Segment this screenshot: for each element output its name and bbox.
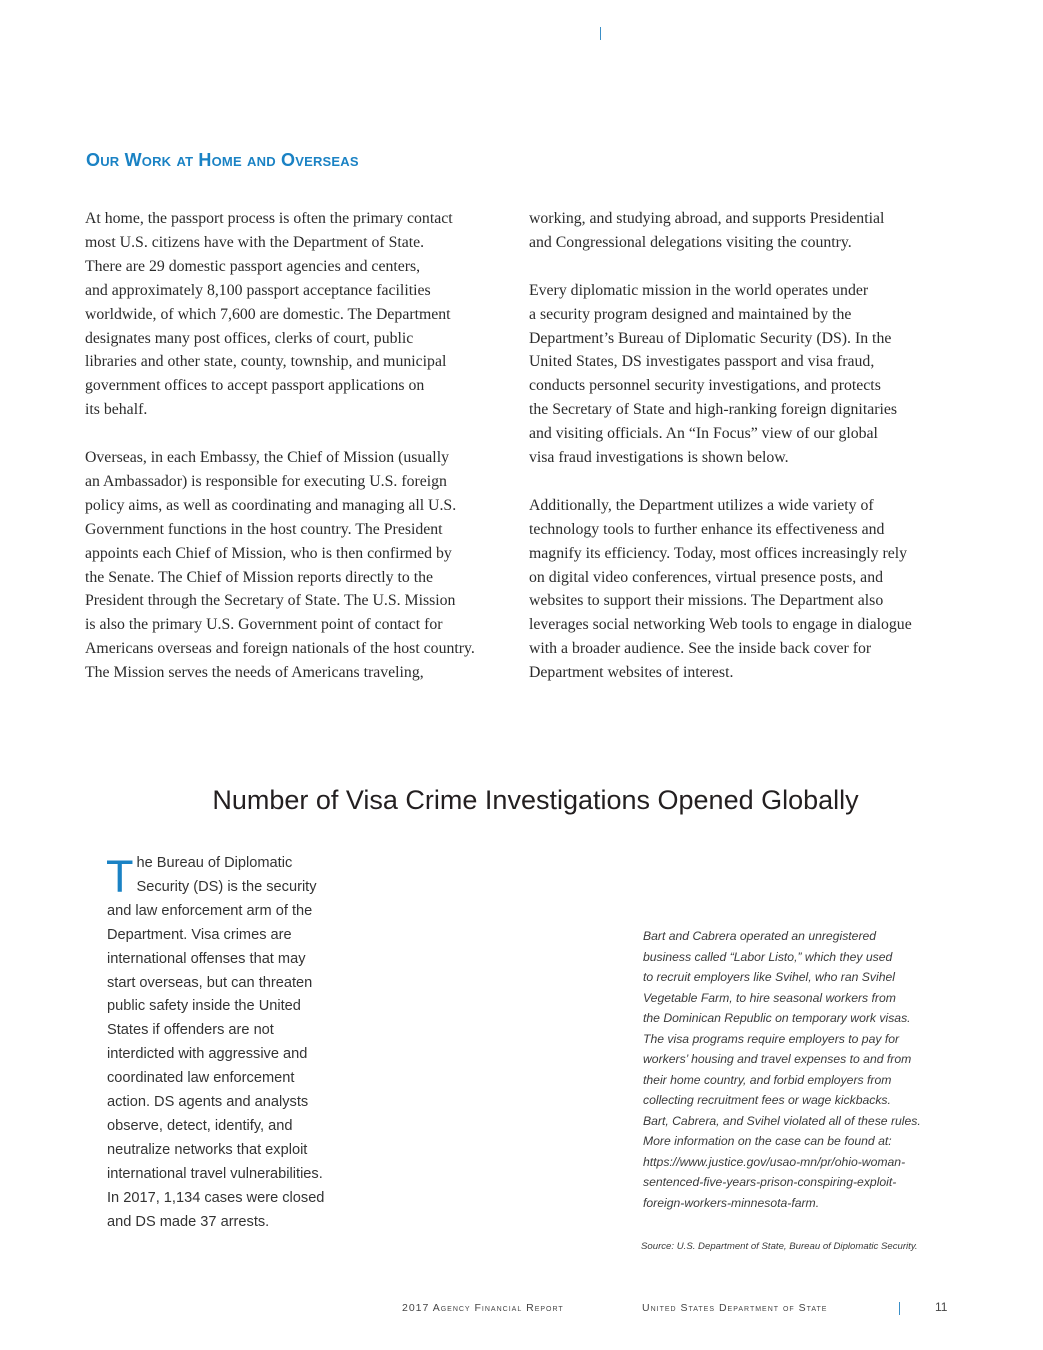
body-column-left [85,207,525,709]
page-number: 11 [935,1300,948,1314]
case-note: Bart and Cabrera operated an unregistered business called “Labor Listo,” which they used to recruit employers like Svihel, who ran Svihel Vegetable Farm, to hire seasonal workers from the Dominican Republic on temporary work visas. The visa programs require employers to pay for workers’ housing and travel expenses to and from their home country, and forbid employers from collecting recruitment fees or wage kickbacks. Bart, Cabrera, and Svihel violated all of these rules. More information on the case can be found at: https://www.justice.gov/usao-mn/pr/ohio-woman- sentenced-five-years-prison-conspiring-exploit- foreign-workers-minnesota-farm. [643,929,921,1210]
source-note: Source: U.S. Department of State, Bureau of Diplomatic Security. [641,1241,918,1252]
paragraph: Additionally, the Department utilizes a wide variety of technology tools to further enhance its effectiveness and magnify its efficiency. Today, most offices increasingly rely on digital video conferences, virtual presence posts, and websites to support their missions. The Department also leverages social networking Web tools to engage in dialogue with a broader audience. See the inside back cover for Department websites of interest. [529,496,912,682]
drop-cap: T [106,851,134,902]
paragraph: Every diplomatic mission in the world operates under a security program designed and maintained by the Department’s Bureau of Diplomatic Security (DS). In the United States, DS investigates passport and visa fraud, conducts personnel security investigations, and protects the Secretary of State and high-ranking foreign dignitaries and visiting officials. An “In Focus” view of our global visa fraud investigations is shown below. [529,281,898,467]
infocus-intro [107,852,357,1235]
paragraph: Overseas, in each Embassy, the Chief of Mission (usually an Ambassador) is responsible for executing U.S. foreign policy aims, as well as coordinating and managing all U.S. Government functions in the host country. The President appoints each Chief of Mission, who is then confirmed by the Senate. The Chief of Mission reports directly to the President through the Secretary of State. The U.S. Mission is also the primary U.S. Government point of contact for Americans overseas and foreign nationals of the host country. The Mission serves the needs of Americans traveling, [85,449,475,682]
intro-text: he Bureau of Diplomatic Security (DS) is the security and law enforcement arm of the Department. Visa crimes are international offenses that may start overseas, but can threaten public safety inside the United States if offenders are not interdicted with aggressive and coordinated law enforcement action. DS agents and analysts observe, detect, identify, and neutralize networks that exploit international travel vulnerabilities. In 2017, 1,134 cases were closed and DS made 37 arrests. [107,855,325,1230]
header-divider [600,27,601,40]
footer-divider [899,1302,900,1315]
section-heading: Our Work at Home and Overseas [86,150,359,170]
infocus-title: Number of Visa Crime Investigations Opened Globally [212,785,859,815]
footer-report-title: 2017 Agency Financial Report [402,1302,564,1314]
paragraph: working, and studying abroad, and supports Presidential and Congressional delegations visiting the country. [529,210,885,251]
body-column-right [529,207,959,709]
footer-department: United States Department of State [642,1302,828,1314]
paragraph: At home, the passport process is often the primary contact most U.S. citizens have with the Department of State. There are 29 domestic passport agencies and centers, and approximately 8,100 passport acceptance facilities worldwide, of which 7,600 are domestic. The Department designates many post offices, clerks of court, public libraries and other state, county, township, and municipal government offices to accept passport applications on its behalf. [85,210,453,419]
